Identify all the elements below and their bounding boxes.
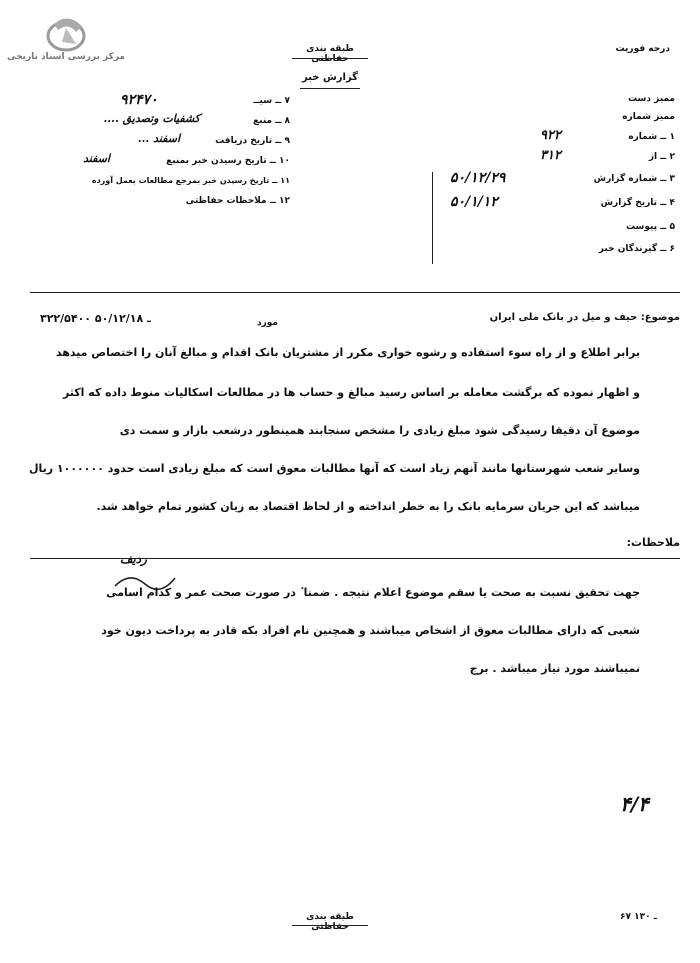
report-type: گزارش خبر [301, 72, 358, 83]
right-block-border [432, 172, 435, 264]
field-value: ۹۲۴۷۰ [120, 92, 158, 108]
field-value: ۵۰/۱۲/۲۹ [450, 170, 506, 186]
row-label: ممیز شماره [622, 112, 675, 122]
remarks-line: جهت تحقیق نسبت به صحت یا سقم موضوع اعلام نتیجه . ضمنا ٔ در صورت صحت عمر و کدام اسامی [106, 586, 640, 599]
classification-top: طبقه بندی حفاظتی [306, 44, 354, 64]
field-value: ۳۱۲ [540, 148, 561, 163]
footer-form-number: ۶۷ ـ ۱۳۰ [620, 912, 657, 922]
remarks-line: نمیباشند مورد نیاز میباشد . برج [469, 662, 640, 675]
field-value: کشفیات وتصدیق .... [103, 112, 200, 125]
field-label: ۲ ــ از [648, 152, 675, 162]
field-label: ۹ ــ تاریخ دریافت [215, 136, 290, 146]
body-line: برابر اطلاع و از راه سوء استفاده و رشوه خواری مکرر از مشتریان بانک اقدام و مبالغ آنان را اختصاص میدهد [55, 346, 640, 359]
handwritten-annotation: ردیف [120, 552, 147, 566]
field-label: ۳ ــ شماره گزارش [593, 174, 675, 184]
field-label: ۱ ــ شماره [628, 132, 675, 142]
priority-label: درجه فوریت [615, 44, 670, 54]
handwritten-signature: ۴/۴ [620, 792, 649, 816]
footer-classification: طبقه بندی حفاظتی [306, 912, 354, 932]
field-label: ۴ ــ تاریخ گزارش [600, 198, 675, 208]
classification-underline [292, 58, 368, 59]
body-line: میباشد که این جریان سرمایه بانک را به خطر انداخته و از لحاظ اقتصاد به زیان کشور تمام خواهد شد. [96, 500, 640, 513]
body-line: وسایر شعب شهرستانها مانند آنهم زیاد است که آنها مطالبات معوق است که مبلغ زیادی است حدود ۱۰۰۰۰۰۰ ریال [28, 462, 640, 475]
field-value: اسفند ... [137, 132, 180, 145]
report-type-underline [300, 88, 360, 89]
subject-note: مورد [256, 318, 278, 328]
footer-underline [292, 925, 368, 926]
field-label: ۱۰ ــ تاریخ رسیدن خبر بمنبع [166, 156, 290, 166]
row-label: ممیز دست [627, 94, 675, 104]
archive-logo [36, 14, 96, 54]
field-label: ۱۱ ــ تاریخ رسیدن خبر بمرجع مطالعات بعمل آورده [91, 176, 290, 185]
field-label: ۶ ــ گیرندگان خبر [598, 244, 675, 254]
field-label: ۸ ــ منبع [253, 116, 290, 126]
field-value: ۵۰/۱/۱۲ [450, 194, 498, 210]
right-fields-block [430, 90, 675, 270]
field-label: ۱۲ ــ ملاحظات حفاظتی [185, 196, 290, 206]
body-line: و اظهار نموده که برگشت معامله بر اساس رسید مبالغ و حساب ها در مطالعات اسکالیات منوط داده که اکثر [62, 386, 640, 399]
watermark-text: مرکز بررسی اسناد تاریخی [6, 52, 126, 62]
field-value: اسفند [83, 152, 110, 165]
field-label: ۵ ــ پیوست [626, 222, 675, 232]
field-label: ۷ ــ سیــ [253, 96, 290, 106]
subject-label: موضوع: حیف و میل در بانک ملی ایران [489, 312, 680, 323]
remarks-line: شعبی که دارای مطالبات معوق از اشخاص میباشند و همچنین نام افراد بکه قادر به پرداخت دیون خود [101, 624, 640, 637]
subject-reference: ۳۲۲/۵۴۰۰ ـ ۵۰/۱۲/۱۸ [40, 312, 151, 325]
left-fields-block [20, 90, 290, 220]
remarks-heading: ملاحظات: [626, 536, 680, 549]
field-value: ۹۲۲ [540, 128, 561, 143]
body-line: موضوع آن دقیقا رسیدگی شود مبلغ زیادی را مشخص سنجابند همینطور درشعب بازار و سمت دی [119, 424, 640, 437]
header-divider [30, 292, 680, 293]
